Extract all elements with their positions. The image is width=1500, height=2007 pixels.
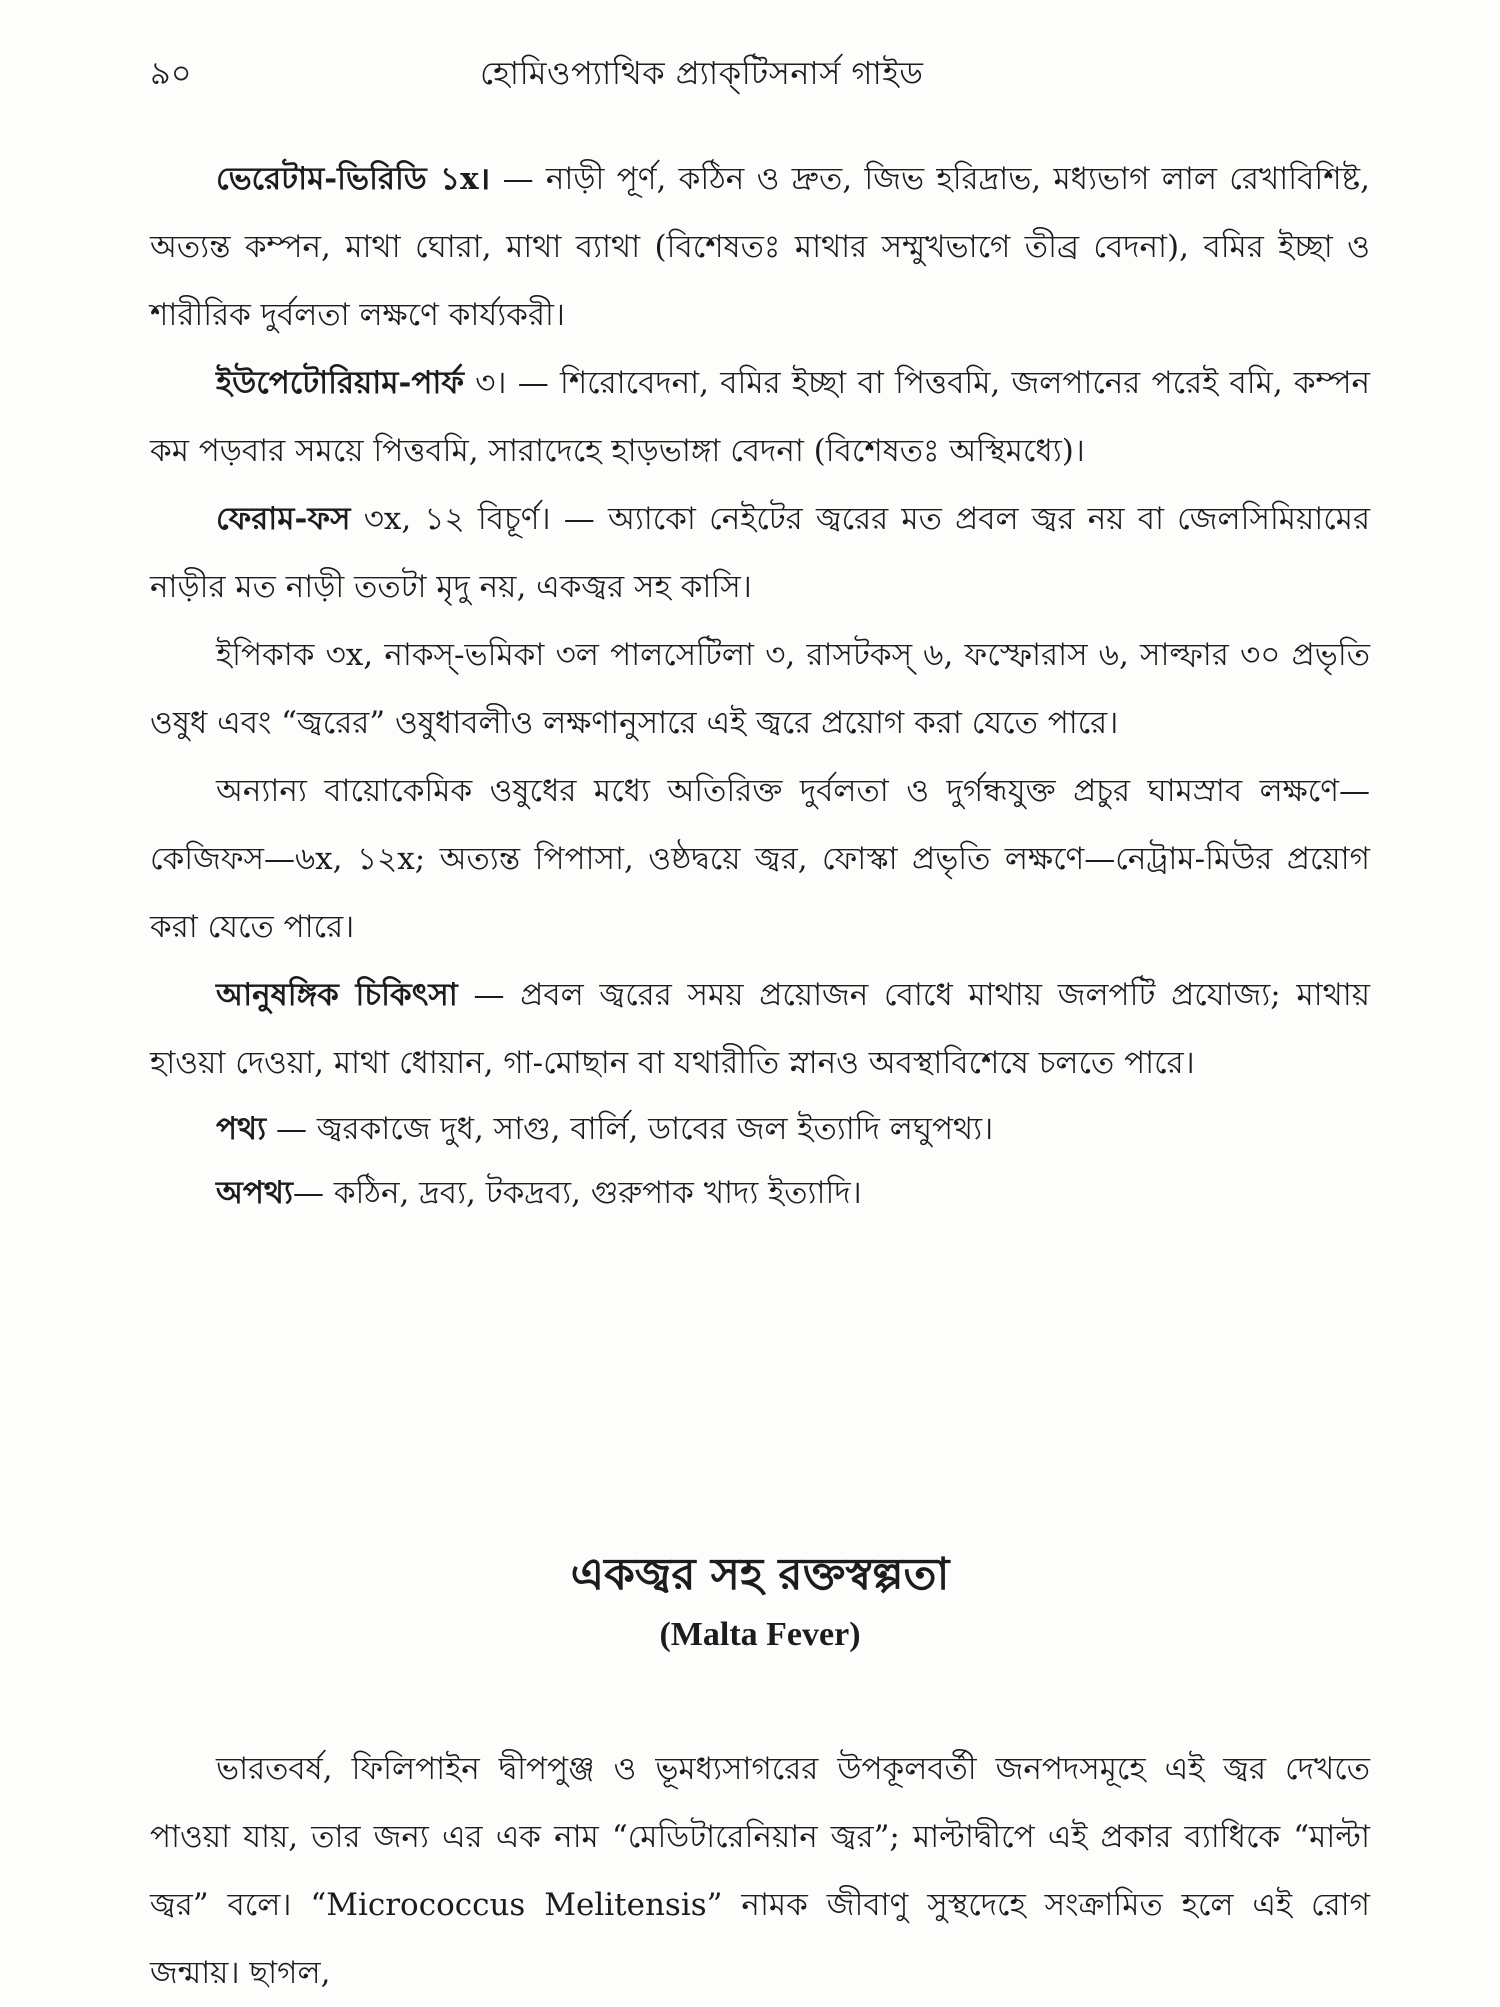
paragraph-other-remedies [150, 621, 1370, 757]
section-heading [150, 1545, 1370, 1657]
paragraph-ferrum-phos [150, 485, 1370, 621]
paragraph-forbidden-diet [150, 1161, 1370, 1225]
subheading: পথ্য [216, 1111, 267, 1147]
page-header [150, 48, 1370, 108]
paragraph-text: ইপিকাক ৩x, নাকস্‌-ভমিকা ৩ল পালসেটিলা ৩, রাসটকস্‌ ৬, ফস্ফোরাস ৬, সাল্ফার ৩০ প্রভৃতি ওষুধ এবং “জ্বরের” ওষুধাবলীও লক্ষণানুসারে এই জ্বরে প্রয়োগ করা যেতে পারে। [150, 637, 1370, 741]
paragraph-text: — কঠিন, দ্রব্য, টকদ্রব্য, গুরুপাক খাদ্য ইত্যাদি। [292, 1175, 862, 1211]
remedies-section [150, 145, 1370, 1225]
remedy-name: ফেরাম-ফস [216, 501, 351, 537]
paragraph-diet [150, 1097, 1370, 1161]
section-title: একজ্বর সহ রক্তস্বল্পতা [570, 1549, 950, 1600]
paragraph-text: — জ্বরকাজে দুধ, সাগু, বার্লি, ডাবের জল ইত্যাদি লঘুপথ্য। [266, 1111, 994, 1147]
running-head: হোমিওপ্যাথিক প্র্যাক্‌টিসনার্স গাইড [480, 54, 924, 92]
paragraph-text: ৩x, ১২ বিচূর্ণ। — অ্যাকো নেইটের জ্বরের মত প্রবল জ্বর নয় বা জেলসিমিয়ামের নাড়ীর মত নাড়ী ততটা মৃদু নয়, একজ্বর সহ কাসি। [150, 501, 1370, 605]
paragraph-veratrum [150, 145, 1370, 349]
section-subtitle: (Malta Fever) [659, 1616, 861, 1653]
paragraph-text: — নাড়ী পূর্ণ, কঠিন ও দ্রুত, জিভ হরিদ্রাভ, মধ্যভাগ লাল রেখাবিশিষ্ট, অত্যন্ত কম্পন, মাথা ঘোরা, মাথা ব্যাথা (বিশেষতঃ মাথার সম্মুখভাগে তীব্র বেদনা), বমির ইচ্ছা ও শারীরিক দুর্বলতা লক্ষণে কার্য্যকরী। [150, 161, 1370, 333]
paragraph-text: ৩। — শিরোবেদনা, বমির ইচ্ছা বা পিত্তবমি, জলপানের পরেই বমি, কম্পন কম পড়বার সময়ে পিত্তবমি, সারাদেহে হাড়ভাঙ্গা বেদনা (বিশেষতঃ অস্থিমধ্যে)। [150, 365, 1370, 469]
subheading: অপথ্য [216, 1175, 293, 1211]
remedy-name: ইউপেটোরিয়াম-পার্ফ [216, 365, 465, 401]
subheading: আনুষঙ্গিক চিকিৎসা [216, 977, 458, 1013]
paragraph-malta-fever-intro: ভারতবর্ষ, ফিলিপাইন দ্বীপপুঞ্জ ও ভূমধ্যসাগরের উপকূলবর্তী জনপদসমূহে এই জ্বর দেখতে পাওয়া যায়, তার জন্য এর এক নাম “মেডিটারেনিয়ান জ্বর”; মাল্টাদ্বীপে এই প্রকার ব্যাধিকে “মাল্টা জ্বর” বলে। “Micrococcus Melitensis” নামক জীবাণু সুস্থদেহে সংক্রামিত হলে এই রোগ জন্মায়। ছাগল, [150, 1751, 1370, 1991]
page-number: ৯০ [150, 54, 192, 92]
paragraph-text: অন্যান্য বায়োকেমিক ওষুধের মধ্যে অতিরিক্ত দুর্বলতা ও দুর্গন্ধযুক্ত প্রচুর ঘামস্রাব লক্ষণে—কেজিফস—৬x, ১২x; অত্যন্ত পিপাসা, ওষ্ঠদ্বয়ে জ্বর, ফোস্কা প্রভৃতি লক্ষণে—নেট্রাম-মিউর প্রয়োগ করা যেতে পারে। [150, 773, 1370, 945]
section-body [150, 1735, 1370, 2007]
paragraph-auxiliary-treatment [150, 961, 1370, 1097]
paragraph-eupatorium [150, 349, 1370, 485]
remedy-name: ভেরেটাম-ভিরিডি ১x। [216, 161, 491, 197]
paragraph-text: — প্রবল জ্বরের সময় প্রয়োজন বোধে মাথায় জলপটি প্রযোজ্য; মাথায় হাওয়া দেওয়া, মাথা ধোয়ান, গা-মোছান বা যথারীতি স্নানও অবস্থাবিশেষে চলতে পারে। [150, 977, 1370, 1081]
paragraph-biochemic [150, 757, 1370, 961]
